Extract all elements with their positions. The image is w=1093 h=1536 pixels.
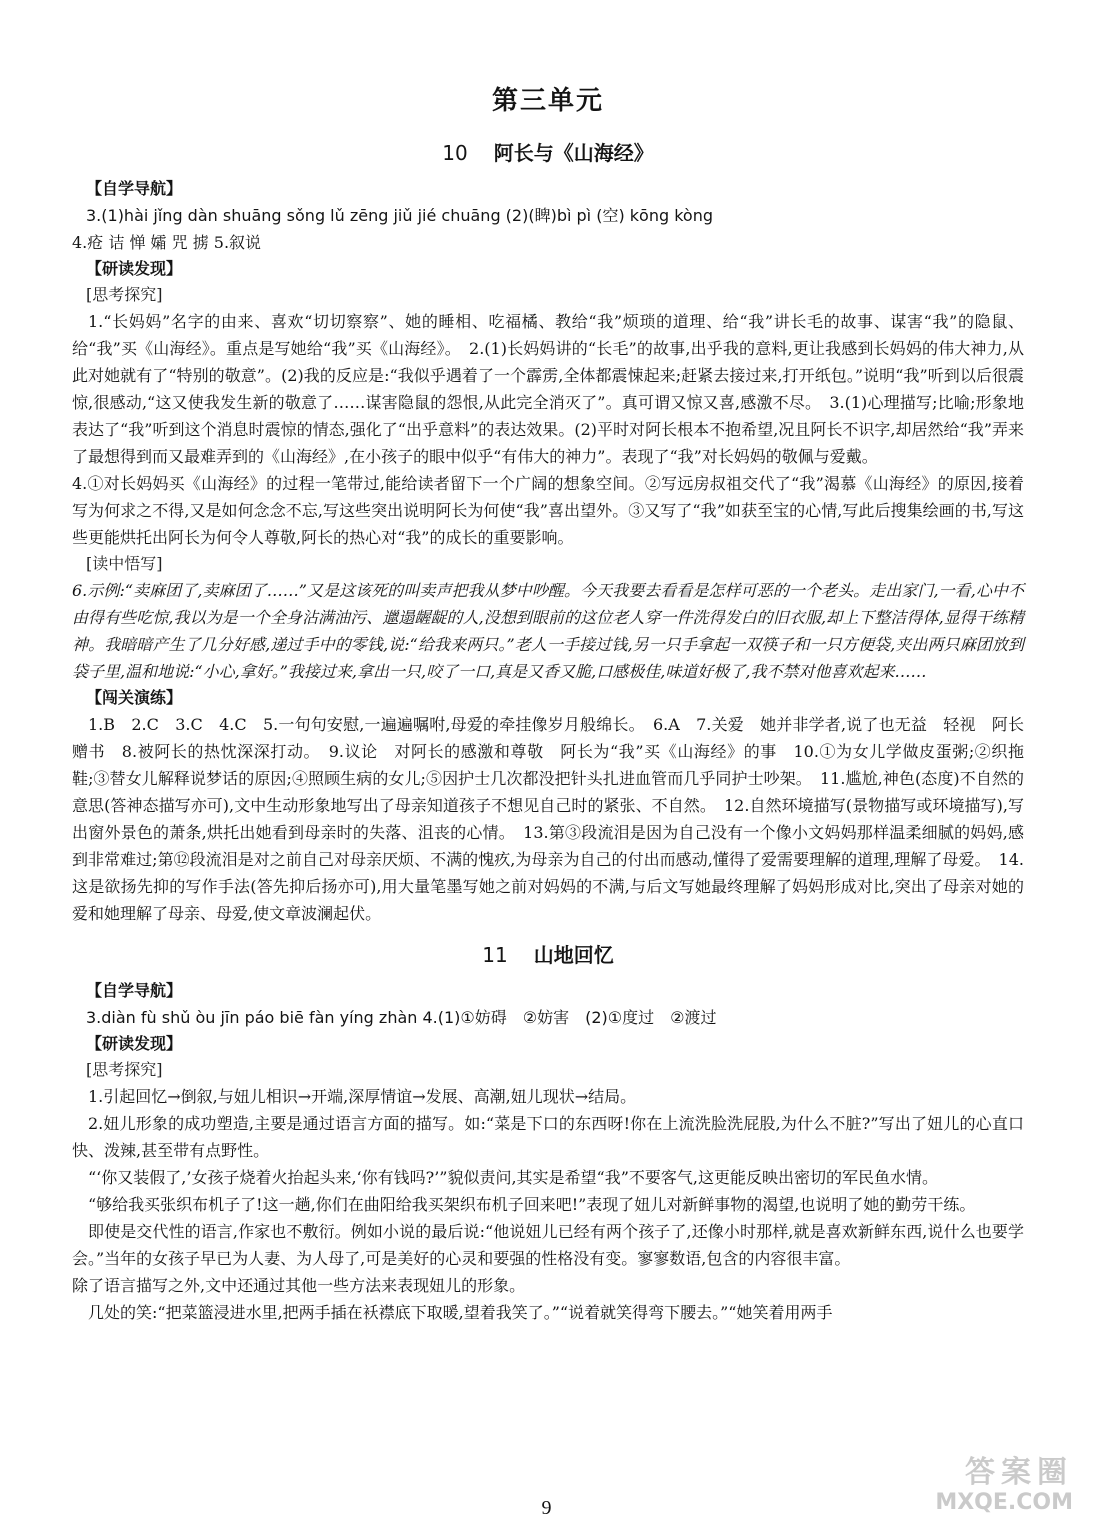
lesson-10-title <box>72 137 1024 166</box>
lesson-11-name: 山地回忆 <box>533 943 614 967</box>
section-header-zixue: 【自学导航】 <box>86 981 183 1000</box>
section-header-chuangguan: 【闯关演练】 <box>86 688 183 707</box>
zixue-answer-line: 3.diàn fù shǔ òu jīn páo biē fàn yíng zhàn 4.(1)①妨碍 ②妨害 (2)①度过 ②渡过 <box>86 1008 717 1027</box>
lesson-10-name: 阿长与《山海经》 <box>493 141 654 165</box>
lesson-10-number: 10 <box>442 141 468 165</box>
watermark-url: MXQE.COM <box>935 1490 1073 1515</box>
section-header-zixue: 【自学导航】 <box>86 179 183 198</box>
page-content <box>72 70 1024 1326</box>
site-watermark <box>903 1455 1073 1518</box>
answer-paragraph: “够给我买张织布机子了!这一趟,你们在曲阳给我买架织布机子回来吧!”表现了妞儿对新鲜事物的渴望,也说明了她的勤劳干练。 <box>88 1195 976 1214</box>
answer-paragraph: 几处的笑:“把菜篮浸进水里,把两手插在袄襟底下取暖,望着我笑了。”“说着就笑得弯下腰去。”“她笑着用两手 <box>88 1303 833 1322</box>
answer-paragraph: 2.妞儿形象的成功塑造,主要是通过语言方面的描写。如:“菜是下口的东西呀!你在上流洗脸洗屁股,为什么不脏?”写出了妞儿的心直口快、泼辣,甚至带有点野性。 <box>72 1114 1024 1160</box>
page-number: 9 <box>541 1497 552 1519</box>
example-paragraph: 6.示例:“卖麻团了,卖麻团了……”又是这该死的叫卖声把我从梦中吵醒。今天我要去看看是怎样可恶的一个老头。走出家门,一看,心中不由得有些吃惊,我以为是一个全身沾满油污、邋遢龌龊的人,没想到眼前的这位老人穿一件洗得发白的旧衣服,却上下整洁得体,显得干练精神。我暗暗产生了几分好感,递过手中的零钱,说:“给我来两只。”老人一手接过钱,另一只手拿起一双筷子和一只方便袋,夹出两只麻团放到袋子里,温和地说:“小心,拿好。”我接过来,拿出一只,咬了一口,真是又香又脆,口感极佳,味道好极了,我不禁对他喜欢起来…… <box>72 581 1024 681</box>
answer-paragraph: 1.B 2.C 3.C 4.C 5.一句句安慰,一遍遍嘱咐,母爱的牵挂像岁月般绵长。 6.A 7.关爱 她并非学者,说了也无益 轻视 阿长赠书 8.被阿长的热忱深深打动。 9.议论 对阿长的感激和尊敬 阿长为“我”买《山海经》的事 10.①为女儿学做皮蛋粥;②织拖鞋;③替女儿解释说梦话的原因;④照顾生病的女儿;⑤因护士几次都没把针头扎进血管而几乎同护士吵架。 11.尴尬,神色(态度)不自然的意思(答神态描写亦可),文中生动形象地写出了母亲知道孩子不想见自己时的紧张、不自然。 12.自然环境描写(景物描写或环境描写),写出窗外景色的萧条,烘托出她看到母亲时的失落、沮丧的心情。 13.第③段流泪是因为自己没有一个像小文妈妈那样温柔细腻的妈妈,感到非常难过;第⑫段流泪是对之前自己对母亲厌烦、不满的愧疚,为母亲为自己的付出而感动,懂得了爱需要理解的道理,理解了母爱。 14.这是欲扬先抑的写作手法(答先抑后扬亦可),用大量笔墨写她之前对妈妈的不满,与后文写她最终理解了妈妈形成对比,突出了母亲对她的爱和她理解了母亲、母爱,使文章波澜起伏。 <box>72 715 1024 923</box>
lesson-11-number: 11 <box>482 943 508 967</box>
unit-title: 第三单元 <box>491 86 604 116</box>
answer-paragraph: 1.引起回忆→倒叙,与妞儿相识→开端,深厚情谊→发展、高潮,妞儿现状→结局。 <box>88 1087 637 1106</box>
zixue-answer-line: 4.疮 诘 惮 孀 咒 掳 5.叙说 <box>72 233 262 252</box>
section-header-yandu: 【研读发现】 <box>86 259 183 278</box>
subsection-sikao: [思考探究] <box>86 1060 163 1079</box>
subsection-sikao: [思考探究] <box>86 285 163 304</box>
answer-paragraph: 除了语言描写之外,文中还通过其他一些方法来表现妞儿的形象。 <box>72 1276 526 1295</box>
zixue-answer-line: 3.(1)hài jǐng dàn shuāng sǒng lǔ zēng jiǔ jié chuāng (2)(睥)bì pì (空) kōng kòng <box>86 206 713 225</box>
answer-paragraph: 4.①对长妈妈买《山海经》的过程一笔带过,能给读者留下一个广阔的想象空间。②写远房叔祖交代了“我”渴慕《山海经》的原因,接着写为何求之不得,又是如何念念不忘,写这些突出说明阿长为何使“我”喜出望外。③又写了“我”如获至宝的心情,写此后搜集绘画的书,写这些更能烘托出阿长为何令人尊敬,阿长的热心对“我”的成长的重要影响。 <box>72 474 1024 547</box>
subsection-duzhong: [读中悟写] <box>86 554 163 573</box>
lesson-11-title <box>72 939 1024 968</box>
answer-paragraph: “‘你又装假了,’女孩子烧着火抬起头来,‘你有钱吗?’”貌似责问,其实是希望“我”不要客气,这更能反映出密切的军民鱼水情。 <box>88 1168 938 1187</box>
section-header-yandu: 【研读发现】 <box>86 1034 183 1053</box>
answer-paragraph: 即使是交代性的语言,作家也不敷衍。例如小说的最后说:“他说妞儿已经有两个孩子了,还像小时那样,就是喜欢新鲜东西,说什么也要学会。”当年的女孩子早已为人妻、为人母了,可是美好的心灵和要强的性格没有变。寥寥数语,包含的内容很丰富。 <box>72 1222 1024 1268</box>
watermark-logo-text: 答案圈 <box>965 1455 1073 1490</box>
answer-paragraph: 1.“长妈妈”名字的由来、喜欢“切切察察”、她的睡相、吃福橘、教给“我”烦琐的道理、给“我”讲长毛的故事、谋害“我”的隐鼠、给“我”买《山海经》。重点是写她给“我”买《山海经》。 2.(1)长妈妈讲的“长毛”的故事,出乎我的意料,更让我感到长妈妈的伟大神力,从此对她就有了“特别的敬意”。(2)我的反应是:“我似乎遇着了一个霹雳,全体都震悚起来;赶紧去接过来,打开纸包。”说明“我”听到以后很震惊,很感动,“这又使我发生新的敬意了……谋害隐鼠的怨恨,从此完全消灭了”。真可谓又惊又喜,感激不尽。 3.(1)心理描写;比喻;形象地表达了“我”听到这个消息时震惊的情态,强化了“出乎意料”的表达效果。(2)平时对阿长根本不抱希望,况且阿长不识字,却居然给“我”弄来了最想得到而又最难弄到的《山海经》,在小孩子的眼中似乎“有伟大的神力”。表现了“我”对长妈妈的敬佩与爱戴。 <box>72 312 1024 466</box>
